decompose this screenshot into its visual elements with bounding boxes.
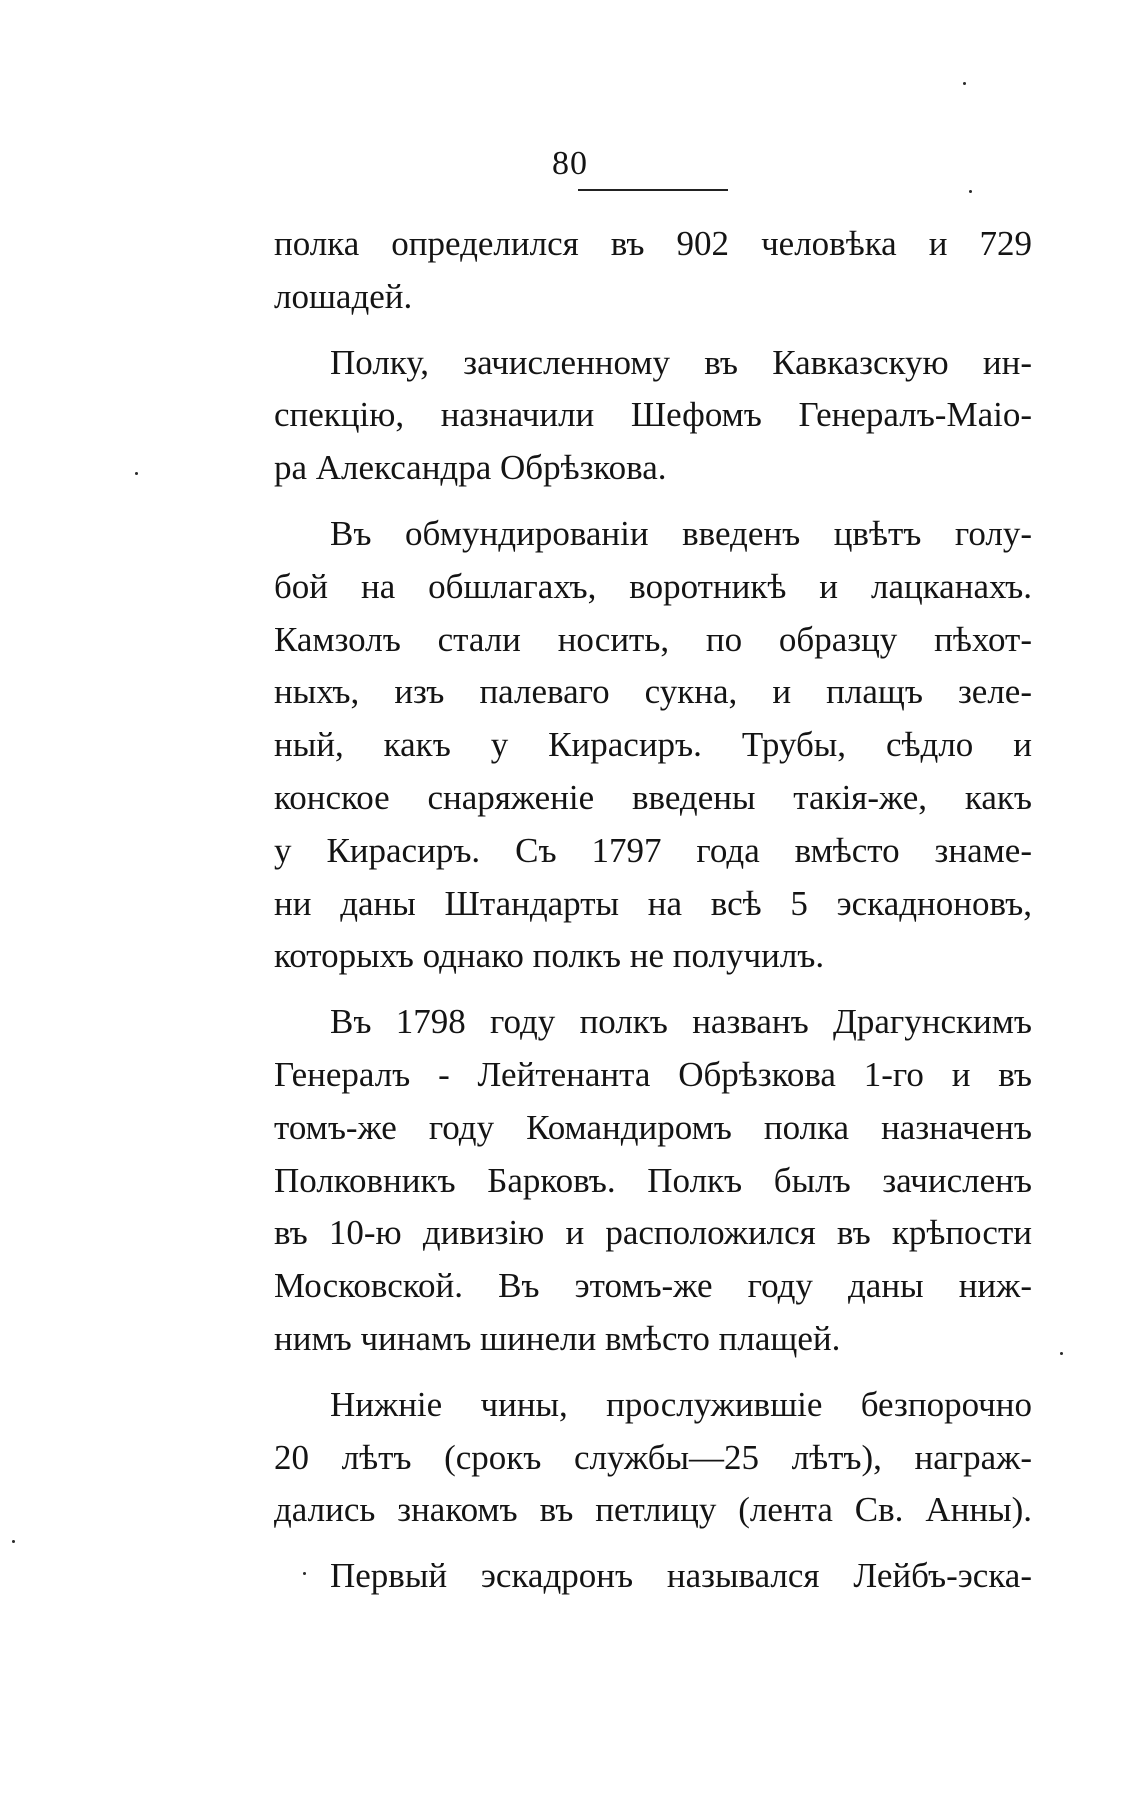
page-number-rule [578, 189, 728, 191]
text-line: ныхъ, изъ палеваго сукна, и плащъ зеле- [274, 672, 1032, 712]
text-line: спекцію, назначили Шефомъ Генералъ-Маіо- [274, 395, 1032, 435]
page-number: 80 [552, 145, 588, 182]
text-line: ни даны Штандарты на всѣ 5 эскадноновъ, [274, 883, 1032, 923]
paragraph-6 [274, 1550, 1032, 1603]
text-line: бой на обшлагахъ, воротникѣ и лацканахъ. [274, 566, 1032, 606]
text-line: томъ-же году Командиромъ полка назначенъ [274, 1107, 1032, 1147]
text-line: Генералъ - Лейтенанта Обрѣзкова 1-го и въ [274, 1054, 1032, 1094]
scan-speck [969, 190, 972, 193]
paragraph-3 [274, 508, 1032, 983]
text-line: полка определился въ 902 человѣка и 729 [274, 224, 1032, 263]
scan-speck [135, 472, 138, 475]
text-line: Московской. Въ этомъ-же году даны ниж- [274, 1266, 1032, 1306]
scan-speck [1060, 1352, 1063, 1355]
paragraph-4 [274, 996, 1032, 1366]
scan-speck [303, 1572, 306, 1575]
text-line: Первый эскадронъ назывался Лейбъ-эска- [330, 1556, 1032, 1596]
text-line: Нижніе чины, прослужившіе безпорочно [330, 1384, 1032, 1424]
text-line: Камзолъ стали носить, по образцу пѣхот- [274, 619, 1032, 659]
text-line: которыхъ однако полкъ не получилъ. [274, 936, 825, 976]
text-line: 20 лѣтъ (срокъ службы—25 лѣтъ), награж- [274, 1437, 1032, 1477]
paragraph-1 [274, 218, 1032, 324]
scan-speck [963, 82, 966, 85]
text-line: Полку, зачисленному въ Кавказскую ин- [330, 342, 1032, 382]
text-line: Полковникъ Барковъ. Полкъ былъ зачисленъ [274, 1160, 1032, 1200]
text-line: въ 10-ю дивизію и расположился въ крѣпости [274, 1213, 1032, 1253]
paragraph-5 [274, 1379, 1032, 1537]
text-line: Въ обмундированіи введенъ цвѣтъ голу- [330, 513, 1032, 553]
text-line: лошадей. [274, 276, 413, 316]
text-line: Въ 1798 году полкъ названъ Драгунскимъ [330, 1002, 1032, 1042]
text-line: ный, какъ у Кирасиръ. Трубы, сѣдло и [274, 725, 1032, 765]
text-line: нимъ чинамъ шинели вмѣсто плащей. [274, 1318, 841, 1358]
text-line: ра Александра Обрѣзкова. [274, 448, 667, 488]
scan-speck [12, 1540, 15, 1543]
text-line: дались знакомъ въ петлицу (лента Св. Анны). [274, 1490, 1032, 1530]
paragraph-2 [274, 337, 1032, 495]
text-line: конское снаряженіе введены такія-же, какъ [274, 777, 1032, 817]
text-line: у Кирасиръ. Съ 1797 года вмѣсто знаме- [274, 830, 1032, 870]
body-text [274, 218, 1032, 1616]
